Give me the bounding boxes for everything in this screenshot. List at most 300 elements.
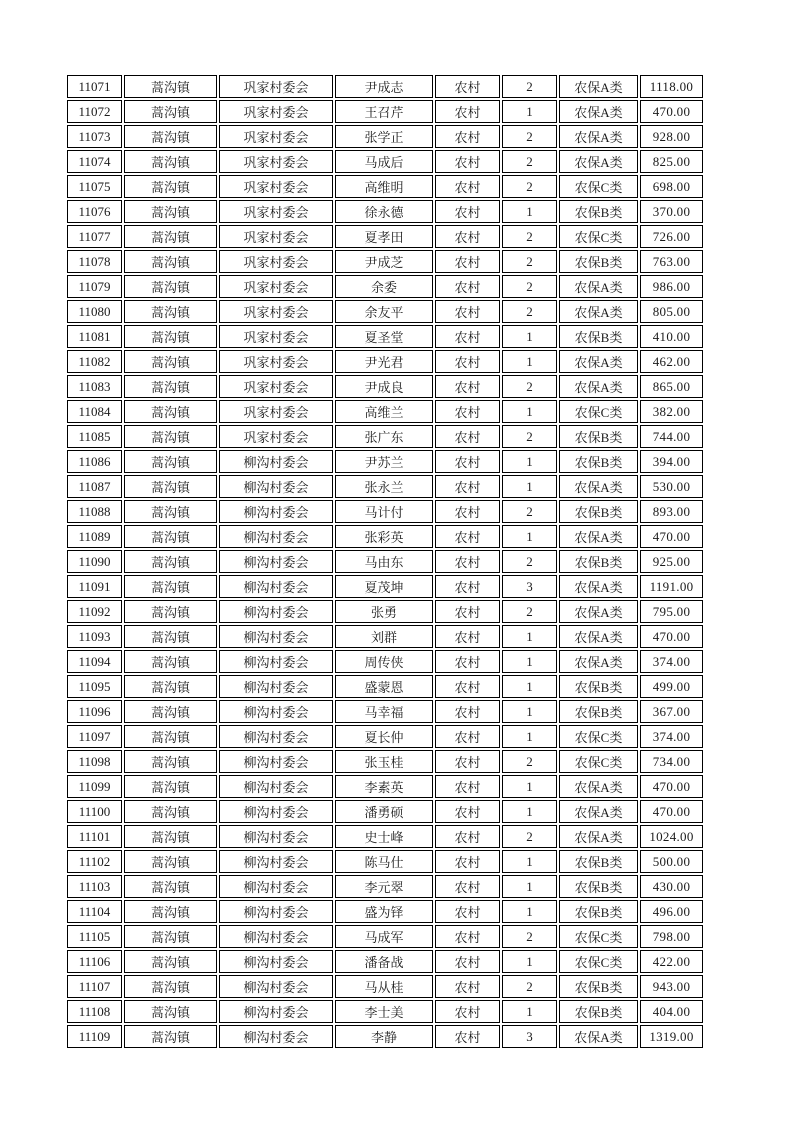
cell-person-name: 尹光君: [335, 350, 433, 373]
cell-person-name: 李静: [335, 1025, 433, 1048]
cell-town: 蒿沟镇: [124, 850, 217, 873]
cell-insurance-category: 农保C类: [559, 925, 638, 948]
cell-insurance-category: 农保B类: [559, 550, 638, 573]
table-row: [67, 700, 703, 723]
cell-insurance-category: 农保B类: [559, 1000, 638, 1023]
cell-village-committee: 柳沟村委会: [219, 825, 333, 848]
cell-town: 蒿沟镇: [124, 175, 217, 198]
table-row: [67, 375, 703, 398]
table-row: [67, 675, 703, 698]
cell-village-committee: 柳沟村委会: [219, 675, 333, 698]
cell-amount: 1118.00: [640, 75, 703, 98]
cell-person-count: 2: [502, 375, 557, 398]
table-row: [67, 725, 703, 748]
cell-record-id: 11079: [67, 275, 122, 298]
cell-residence-type: 农村: [435, 275, 500, 298]
cell-town: 蒿沟镇: [124, 475, 217, 498]
table-row: [67, 900, 703, 923]
cell-town: 蒿沟镇: [124, 400, 217, 423]
cell-residence-type: 农村: [435, 975, 500, 998]
cell-person-count: 1: [502, 900, 557, 923]
cell-amount: 798.00: [640, 925, 703, 948]
cell-record-id: 11080: [67, 300, 122, 323]
cell-record-id: 11090: [67, 550, 122, 573]
cell-amount: 470.00: [640, 625, 703, 648]
cell-record-id: 11098: [67, 750, 122, 773]
cell-amount: 744.00: [640, 425, 703, 448]
cell-village-committee: 巩家村委会: [219, 125, 333, 148]
cell-person-name: 尹苏兰: [335, 450, 433, 473]
cell-village-committee: 柳沟村委会: [219, 800, 333, 823]
cell-amount: 805.00: [640, 300, 703, 323]
cell-record-id: 11106: [67, 950, 122, 973]
cell-town: 蒿沟镇: [124, 225, 217, 248]
table-row: [67, 325, 703, 348]
cell-village-committee: 柳沟村委会: [219, 775, 333, 798]
cell-residence-type: 农村: [435, 925, 500, 948]
cell-record-id: 11105: [67, 925, 122, 948]
cell-person-name: 高维明: [335, 175, 433, 198]
cell-town: 蒿沟镇: [124, 350, 217, 373]
cell-town: 蒿沟镇: [124, 775, 217, 798]
cell-record-id: 11104: [67, 900, 122, 923]
cell-record-id: 11108: [67, 1000, 122, 1023]
cell-village-committee: 柳沟村委会: [219, 575, 333, 598]
cell-person-name: 刘群: [335, 625, 433, 648]
table-row: [67, 250, 703, 273]
table-row: [67, 575, 703, 598]
cell-record-id: 11085: [67, 425, 122, 448]
cell-person-name: 尹成志: [335, 75, 433, 98]
cell-person-count: 1: [502, 650, 557, 673]
cell-person-count: 1: [502, 450, 557, 473]
cell-person-name: 盛蒙恩: [335, 675, 433, 698]
cell-person-count: 1: [502, 1000, 557, 1023]
cell-village-committee: 柳沟村委会: [219, 900, 333, 923]
cell-town: 蒿沟镇: [124, 1025, 217, 1048]
cell-residence-type: 农村: [435, 375, 500, 398]
cell-insurance-category: 农保A类: [559, 800, 638, 823]
cell-town: 蒿沟镇: [124, 75, 217, 98]
cell-insurance-category: 农保B类: [559, 250, 638, 273]
cell-person-count: 1: [502, 625, 557, 648]
cell-person-name: 张广东: [335, 425, 433, 448]
cell-record-id: 11078: [67, 250, 122, 273]
cell-insurance-category: 农保B类: [559, 975, 638, 998]
cell-record-id: 11100: [67, 800, 122, 823]
cell-town: 蒿沟镇: [124, 275, 217, 298]
cell-village-committee: 柳沟村委会: [219, 1000, 333, 1023]
cell-record-id: 11089: [67, 525, 122, 548]
cell-amount: 1319.00: [640, 1025, 703, 1048]
cell-residence-type: 农村: [435, 250, 500, 273]
cell-town: 蒿沟镇: [124, 650, 217, 673]
cell-person-name: 马成军: [335, 925, 433, 948]
cell-town: 蒿沟镇: [124, 625, 217, 648]
cell-amount: 470.00: [640, 100, 703, 123]
cell-record-id: 11083: [67, 375, 122, 398]
cell-village-committee: 柳沟村委会: [219, 475, 333, 498]
table-row: [67, 125, 703, 148]
cell-residence-type: 农村: [435, 200, 500, 223]
table-row: [67, 525, 703, 548]
cell-person-count: 1: [502, 950, 557, 973]
cell-village-committee: 柳沟村委会: [219, 625, 333, 648]
table-row: [67, 100, 703, 123]
cell-residence-type: 农村: [435, 75, 500, 98]
cell-amount: 726.00: [640, 225, 703, 248]
cell-amount: 734.00: [640, 750, 703, 773]
table-row: [67, 600, 703, 623]
table-row: [67, 275, 703, 298]
cell-person-count: 2: [502, 225, 557, 248]
cell-amount: 470.00: [640, 800, 703, 823]
table-row: [67, 200, 703, 223]
cell-residence-type: 农村: [435, 150, 500, 173]
cell-village-committee: 柳沟村委会: [219, 950, 333, 973]
cell-record-id: 11086: [67, 450, 122, 473]
cell-insurance-category: 农保B类: [559, 200, 638, 223]
cell-residence-type: 农村: [435, 525, 500, 548]
cell-village-committee: 柳沟村委会: [219, 550, 333, 573]
cell-person-name: 夏孝田: [335, 225, 433, 248]
cell-village-committee: 巩家村委会: [219, 250, 333, 273]
table-row: [67, 1000, 703, 1023]
cell-amount: 499.00: [640, 675, 703, 698]
cell-person-count: 2: [502, 825, 557, 848]
cell-person-count: 2: [502, 250, 557, 273]
cell-insurance-category: 农保B类: [559, 850, 638, 873]
cell-village-committee: 柳沟村委会: [219, 600, 333, 623]
table-row: [67, 150, 703, 173]
cell-village-committee: 柳沟村委会: [219, 1025, 333, 1048]
cell-insurance-category: 农保C类: [559, 225, 638, 248]
cell-residence-type: 农村: [435, 475, 500, 498]
cell-residence-type: 农村: [435, 325, 500, 348]
cell-person-name: 周传侠: [335, 650, 433, 673]
cell-record-id: 11097: [67, 725, 122, 748]
table-row: [67, 350, 703, 373]
table-row: [67, 450, 703, 473]
cell-insurance-category: 农保B类: [559, 675, 638, 698]
cell-town: 蒿沟镇: [124, 550, 217, 573]
cell-insurance-category: 农保A类: [559, 825, 638, 848]
cell-village-committee: 柳沟村委会: [219, 725, 333, 748]
cell-town: 蒿沟镇: [124, 875, 217, 898]
cell-town: 蒿沟镇: [124, 925, 217, 948]
cell-record-id: 11072: [67, 100, 122, 123]
cell-person-count: 1: [502, 525, 557, 548]
cell-person-name: 马幸福: [335, 700, 433, 723]
cell-village-committee: 巩家村委会: [219, 175, 333, 198]
cell-residence-type: 农村: [435, 1025, 500, 1048]
cell-insurance-category: 农保A类: [559, 375, 638, 398]
cell-village-committee: 柳沟村委会: [219, 850, 333, 873]
cell-insurance-category: 农保B类: [559, 875, 638, 898]
cell-village-committee: 巩家村委会: [219, 225, 333, 248]
cell-person-count: 3: [502, 1025, 557, 1048]
cell-amount: 394.00: [640, 450, 703, 473]
cell-town: 蒿沟镇: [124, 500, 217, 523]
cell-person-count: 2: [502, 300, 557, 323]
cell-person-name: 马由东: [335, 550, 433, 573]
table-row: [67, 75, 703, 98]
cell-amount: 986.00: [640, 275, 703, 298]
cell-residence-type: 农村: [435, 400, 500, 423]
cell-person-name: 李士美: [335, 1000, 433, 1023]
cell-person-count: 1: [502, 400, 557, 423]
cell-village-committee: 柳沟村委会: [219, 750, 333, 773]
cell-person-count: 2: [502, 925, 557, 948]
cell-town: 蒿沟镇: [124, 800, 217, 823]
cell-insurance-category: 农保B类: [559, 325, 638, 348]
cell-village-committee: 柳沟村委会: [219, 700, 333, 723]
cell-insurance-category: 农保A类: [559, 475, 638, 498]
cell-person-count: 3: [502, 575, 557, 598]
cell-record-id: 11107: [67, 975, 122, 998]
cell-residence-type: 农村: [435, 450, 500, 473]
cell-person-count: 1: [502, 775, 557, 798]
cell-residence-type: 农村: [435, 300, 500, 323]
cell-residence-type: 农村: [435, 800, 500, 823]
table-row: [67, 300, 703, 323]
cell-person-name: 李元翠: [335, 875, 433, 898]
cell-record-id: 11076: [67, 200, 122, 223]
cell-insurance-category: 农保A类: [559, 275, 638, 298]
cell-insurance-category: 农保A类: [559, 1025, 638, 1048]
cell-record-id: 11094: [67, 650, 122, 673]
cell-village-committee: 巩家村委会: [219, 200, 333, 223]
cell-person-name: 张永兰: [335, 475, 433, 498]
cell-town: 蒿沟镇: [124, 750, 217, 773]
cell-insurance-category: 农保A类: [559, 625, 638, 648]
cell-person-name: 张勇: [335, 600, 433, 623]
cell-person-name: 高维兰: [335, 400, 433, 423]
cell-village-committee: 巩家村委会: [219, 300, 333, 323]
cell-record-id: 11082: [67, 350, 122, 373]
cell-insurance-category: 农保A类: [559, 150, 638, 173]
cell-amount: 500.00: [640, 850, 703, 873]
cell-person-name: 夏长仲: [335, 725, 433, 748]
cell-insurance-category: 农保C类: [559, 750, 638, 773]
cell-person-name: 夏茂坤: [335, 575, 433, 598]
table-body: [67, 75, 703, 1048]
cell-amount: 943.00: [640, 975, 703, 998]
cell-record-id: 11101: [67, 825, 122, 848]
cell-town: 蒿沟镇: [124, 200, 217, 223]
table-row: [67, 825, 703, 848]
cell-town: 蒿沟镇: [124, 975, 217, 998]
cell-village-committee: 巩家村委会: [219, 375, 333, 398]
cell-village-committee: 柳沟村委会: [219, 450, 333, 473]
cell-person-count: 2: [502, 750, 557, 773]
cell-residence-type: 农村: [435, 600, 500, 623]
cell-person-name: 王召芹: [335, 100, 433, 123]
cell-insurance-category: 农保A类: [559, 650, 638, 673]
cell-residence-type: 农村: [435, 1000, 500, 1023]
cell-person-count: 2: [502, 125, 557, 148]
cell-town: 蒿沟镇: [124, 525, 217, 548]
cell-village-committee: 巩家村委会: [219, 425, 333, 448]
cell-person-count: 2: [502, 975, 557, 998]
table-row: [67, 225, 703, 248]
cell-person-name: 陈马仕: [335, 850, 433, 873]
cell-amount: 374.00: [640, 725, 703, 748]
cell-town: 蒿沟镇: [124, 900, 217, 923]
table-row: [67, 775, 703, 798]
cell-person-count: 1: [502, 100, 557, 123]
cell-town: 蒿沟镇: [124, 700, 217, 723]
cell-amount: 925.00: [640, 550, 703, 573]
table-row: [67, 1025, 703, 1048]
cell-village-committee: 巩家村委会: [219, 100, 333, 123]
table-row: [67, 625, 703, 648]
cell-person-name: 盛为铎: [335, 900, 433, 923]
cell-town: 蒿沟镇: [124, 1000, 217, 1023]
cell-residence-type: 农村: [435, 550, 500, 573]
table-row: [67, 400, 703, 423]
cell-town: 蒿沟镇: [124, 300, 217, 323]
cell-village-committee: 柳沟村委会: [219, 925, 333, 948]
cell-record-id: 11103: [67, 875, 122, 898]
cell-village-committee: 柳沟村委会: [219, 525, 333, 548]
cell-person-name: 夏圣堂: [335, 325, 433, 348]
cell-insurance-category: 农保A类: [559, 125, 638, 148]
cell-amount: 370.00: [640, 200, 703, 223]
cell-village-committee: 柳沟村委会: [219, 650, 333, 673]
table-row: [67, 550, 703, 573]
cell-person-name: 尹成芝: [335, 250, 433, 273]
cell-person-name: 张彩英: [335, 525, 433, 548]
cell-village-committee: 柳沟村委会: [219, 975, 333, 998]
cell-insurance-category: 农保A类: [559, 600, 638, 623]
cell-record-id: 11087: [67, 475, 122, 498]
cell-residence-type: 农村: [435, 825, 500, 848]
cell-village-committee: 巩家村委会: [219, 400, 333, 423]
cell-amount: 496.00: [640, 900, 703, 923]
table-row: [67, 875, 703, 898]
cell-insurance-category: 农保C类: [559, 400, 638, 423]
cell-residence-type: 农村: [435, 900, 500, 923]
cell-amount: 928.00: [640, 125, 703, 148]
cell-record-id: 11099: [67, 775, 122, 798]
cell-insurance-category: 农保A类: [559, 525, 638, 548]
cell-residence-type: 农村: [435, 950, 500, 973]
cell-record-id: 11077: [67, 225, 122, 248]
cell-person-count: 1: [502, 350, 557, 373]
cell-amount: 382.00: [640, 400, 703, 423]
cell-person-name: 李素英: [335, 775, 433, 798]
cell-amount: 374.00: [640, 650, 703, 673]
pension-benefits-table: [65, 73, 705, 1050]
cell-residence-type: 农村: [435, 775, 500, 798]
cell-record-id: 11093: [67, 625, 122, 648]
cell-insurance-category: 农保A类: [559, 575, 638, 598]
cell-village-committee: 巩家村委会: [219, 325, 333, 348]
cell-person-count: 2: [502, 275, 557, 298]
cell-record-id: 11074: [67, 150, 122, 173]
cell-person-name: 潘备战: [335, 950, 433, 973]
cell-village-committee: 巩家村委会: [219, 275, 333, 298]
cell-person-count: 2: [502, 175, 557, 198]
cell-insurance-category: 农保C类: [559, 725, 638, 748]
cell-village-committee: 柳沟村委会: [219, 500, 333, 523]
cell-amount: 470.00: [640, 775, 703, 798]
cell-record-id: 11071: [67, 75, 122, 98]
cell-insurance-category: 农保C类: [559, 175, 638, 198]
cell-town: 蒿沟镇: [124, 125, 217, 148]
cell-town: 蒿沟镇: [124, 450, 217, 473]
cell-residence-type: 农村: [435, 625, 500, 648]
table-row: [67, 475, 703, 498]
cell-person-count: 2: [502, 500, 557, 523]
cell-record-id: 11088: [67, 500, 122, 523]
cell-record-id: 11096: [67, 700, 122, 723]
cell-residence-type: 农村: [435, 125, 500, 148]
cell-town: 蒿沟镇: [124, 325, 217, 348]
cell-person-count: 2: [502, 425, 557, 448]
cell-insurance-category: 农保A类: [559, 350, 638, 373]
cell-town: 蒿沟镇: [124, 150, 217, 173]
cell-person-count: 1: [502, 700, 557, 723]
cell-amount: 367.00: [640, 700, 703, 723]
cell-insurance-category: 农保B类: [559, 900, 638, 923]
cell-residence-type: 农村: [435, 575, 500, 598]
cell-person-name: 徐永德: [335, 200, 433, 223]
cell-town: 蒿沟镇: [124, 575, 217, 598]
cell-village-committee: 柳沟村委会: [219, 875, 333, 898]
table-row: [67, 750, 703, 773]
cell-residence-type: 农村: [435, 225, 500, 248]
cell-town: 蒿沟镇: [124, 950, 217, 973]
cell-residence-type: 农村: [435, 500, 500, 523]
cell-residence-type: 农村: [435, 875, 500, 898]
cell-residence-type: 农村: [435, 700, 500, 723]
cell-insurance-category: 农保B类: [559, 425, 638, 448]
cell-person-count: 2: [502, 75, 557, 98]
cell-person-count: 1: [502, 200, 557, 223]
cell-town: 蒿沟镇: [124, 250, 217, 273]
cell-person-name: 史士峰: [335, 825, 433, 848]
cell-town: 蒿沟镇: [124, 375, 217, 398]
cell-amount: 422.00: [640, 950, 703, 973]
cell-person-name: 马成后: [335, 150, 433, 173]
cell-record-id: 11073: [67, 125, 122, 148]
cell-amount: 404.00: [640, 1000, 703, 1023]
cell-person-name: 尹成良: [335, 375, 433, 398]
cell-town: 蒿沟镇: [124, 825, 217, 848]
cell-amount: 470.00: [640, 525, 703, 548]
cell-residence-type: 农村: [435, 725, 500, 748]
table-row: [67, 950, 703, 973]
cell-amount: 893.00: [640, 500, 703, 523]
cell-residence-type: 农村: [435, 175, 500, 198]
cell-amount: 530.00: [640, 475, 703, 498]
cell-residence-type: 农村: [435, 650, 500, 673]
cell-town: 蒿沟镇: [124, 725, 217, 748]
cell-person-count: 1: [502, 850, 557, 873]
cell-insurance-category: 农保A类: [559, 300, 638, 323]
cell-record-id: 11095: [67, 675, 122, 698]
cell-residence-type: 农村: [435, 675, 500, 698]
cell-person-name: 潘勇硕: [335, 800, 433, 823]
cell-record-id: 11102: [67, 850, 122, 873]
cell-insurance-category: 农保B类: [559, 450, 638, 473]
cell-record-id: 11075: [67, 175, 122, 198]
cell-amount: 763.00: [640, 250, 703, 273]
cell-record-id: 11091: [67, 575, 122, 598]
cell-person-count: 2: [502, 550, 557, 573]
